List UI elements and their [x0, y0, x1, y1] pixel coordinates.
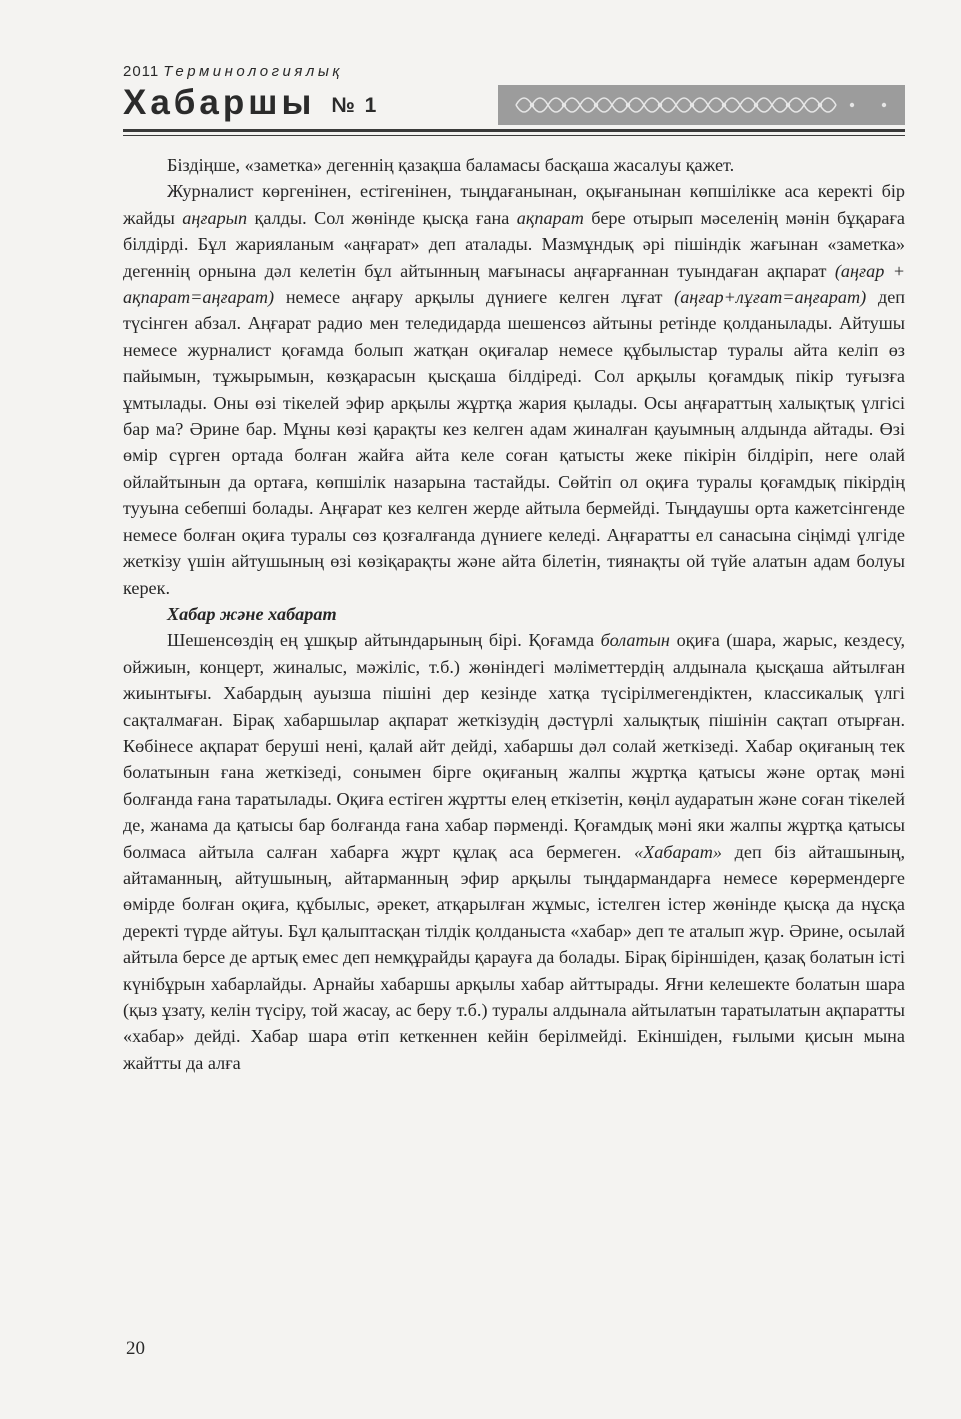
paragraph-1: Біздіңше, «заметка» дегеннің қазақша баламасы басқаша жасалуы қажет.: [167, 155, 735, 175]
ornament-pattern-icon: [498, 85, 905, 125]
header-year: 2011: [123, 63, 160, 80]
term-bolatyn: болатын: [600, 630, 670, 651]
paragraph-3-text-3: деп біз айташының, айтаманның, айтушының, айтарманның эфир арқылы тыңдармандарға немесе көрермендерге өмірде болған оқиға, құбылыс, әрекет, атқарылған жұмыс, істелген істер жөнінде қысқа да нұсқа деректі түрде айтуы. Бұл қалыптасқан тілдік қолданыста «хабар» деп те аталып жүр. Әрине, осылай айтыла берсе де артық емес деп немқұрайды қарауға да болады. Бірақ біріншіден, қазақ болатын істі күнібұрын хабарлайды. Арнайы хабаршы арқылы хабар айттырады. Яғни келешекте болатын шара (қыз ұзату, келін түсіру, той жасау, ас беру т.б.) туралы алдынала айтылатын таратылатын ақпаратты «хабар» дейді. Хабар шара өтіп кеткеннен кейін берілмейді. Екіншіден, ғылыми қисын мына жайтты да алға: [123, 841, 905, 1073]
journal-title: Хабаршы: [123, 83, 316, 122]
term-angaryp: аңғарып: [182, 207, 248, 228]
section-subheading: Хабар және хабарат: [167, 603, 337, 624]
running-header: [123, 63, 905, 136]
formula-akparat: (аңғар + ақпарат=аңғарат): [123, 260, 905, 308]
paragraph-2-text-1: Журналист көргенінен, естігенінен, тыңдағанынан, оқығанынан көпшілікке аса керекті бір жайды: [123, 181, 905, 228]
paragraph-2-text-2: қалды. Сол жөнінде қысқа ғана: [247, 207, 517, 228]
formula-lugat: (аңғар+лұғат=аңғарат): [674, 287, 867, 308]
header-kicker: [123, 63, 905, 81]
paragraph-3: [123, 627, 905, 1076]
issue-number: № 1: [331, 94, 379, 117]
ornament-band: [498, 85, 905, 125]
header-rule-thin: [123, 135, 905, 136]
term-akparat: ақпарат: [516, 207, 584, 228]
header-rule-thick: [123, 129, 905, 132]
paragraph-2: [123, 178, 905, 601]
article-body: [123, 152, 905, 1076]
paragraph-2-text-5: деп түсінген абзал. Аңғарат радио мен теледидарда шешенсөз айтыны ретінде қолданылады. Айтушы немесе журналист қоғамда болып жатқан оқиғалар немесе құбылыстар туралы айта келіп өз пайымын, тұжырымын, көзқарасын қысқаша білдіреді. Сол арқылы қоғамдық пікір туғызға ұмтылады. Оны өзі тікелей эфир арқылы жұртқа жария қылады. Осы аңғараттың халықтық үлгісі бар ма? Әрине бар. Мұны көзі қарақты кез келген адам жиналған қауымның алдында айтады. Өзі өмір сүрген ортада болған жайға айта келе соған қатысты жеке пікірін білдіріп, неге олай ойлайтынын да ортаға, көпшілік назарына тастайды. Сөйтіп ол оқиға туралы қоғамдық пікірдің тууына себепші болады. Аңғарат кез келген жерде айтыла бермейді. Тыңдаушы орта кажетсінгенде немесе болған оқиға туралы сөз қозғалғанда дүниеге келеді. Аңғаратты ел санасына сіңімді үлгіде жеткізу үшін айтушының өзі көзіқарақты және айта білетін, тиянақты ой түйе алатын адам болуы керек.: [123, 287, 905, 598]
paragraph-2-text-3: бере отырып мәселенің мәнін бұқараға білдірді. Бұл жарияланым «аңғарат» деп аталады. Мазмұндық әрі пішіндік жағынан «заметка» дегеннің орнына дәл келетін бұл айтынның мағынасы аңғарғаннан туындаған ақпарат: [123, 207, 905, 281]
paragraph-3-text-2: оқиға (шара, жарыс, кездесу, ойжиын, концерт, жиналыс, мәжіліс, т.б.) жөніндегі мәліметтердің алдынала қысқаша айтылған жиынтығы. Хабардың ауызша пішіні дер кезінде хатқа түсірілмегендіктен, классикалық үлгі сақталмаған. Бірақ хабаршылар ақпарат жеткізудің дәстүрлі халықтық пішінін сақтап отырған. Көбінесе ақпарат беруші нені, қалай айт дейді, хабаршы дәл солай жеткізеді. Хабар оқиғаның тек болатынын ғана жеткізеді, сонымен бірге оқиғаның жалпы жұртқа қатысы және ортақ мәні болғанда ғана таратылады. Оқиға естіген жұртты елең еткізетін, көңіл аударатын және соған тікелей де, жанама да қатысы бар болғанда ғана хабар пәрменді. Қоғамдық мәні яки жалпы жұртқа қатысы болмаса айтыла салған хабарға жұрт құлақ аса бермеген.: [123, 630, 905, 862]
paragraph-3-text-1: Шешенсөздің ең ұшқыр айтындарының бірі. Қоғамда: [167, 630, 601, 651]
paragraph-2-text-4: немесе аңғару арқылы дүниеге келген лұғат: [274, 287, 675, 308]
header-series: Терминологиялық: [163, 63, 343, 80]
term-habarat: «Хабарат»: [634, 841, 722, 862]
header-band: [123, 81, 905, 125]
page-number: 20: [126, 1338, 145, 1359]
